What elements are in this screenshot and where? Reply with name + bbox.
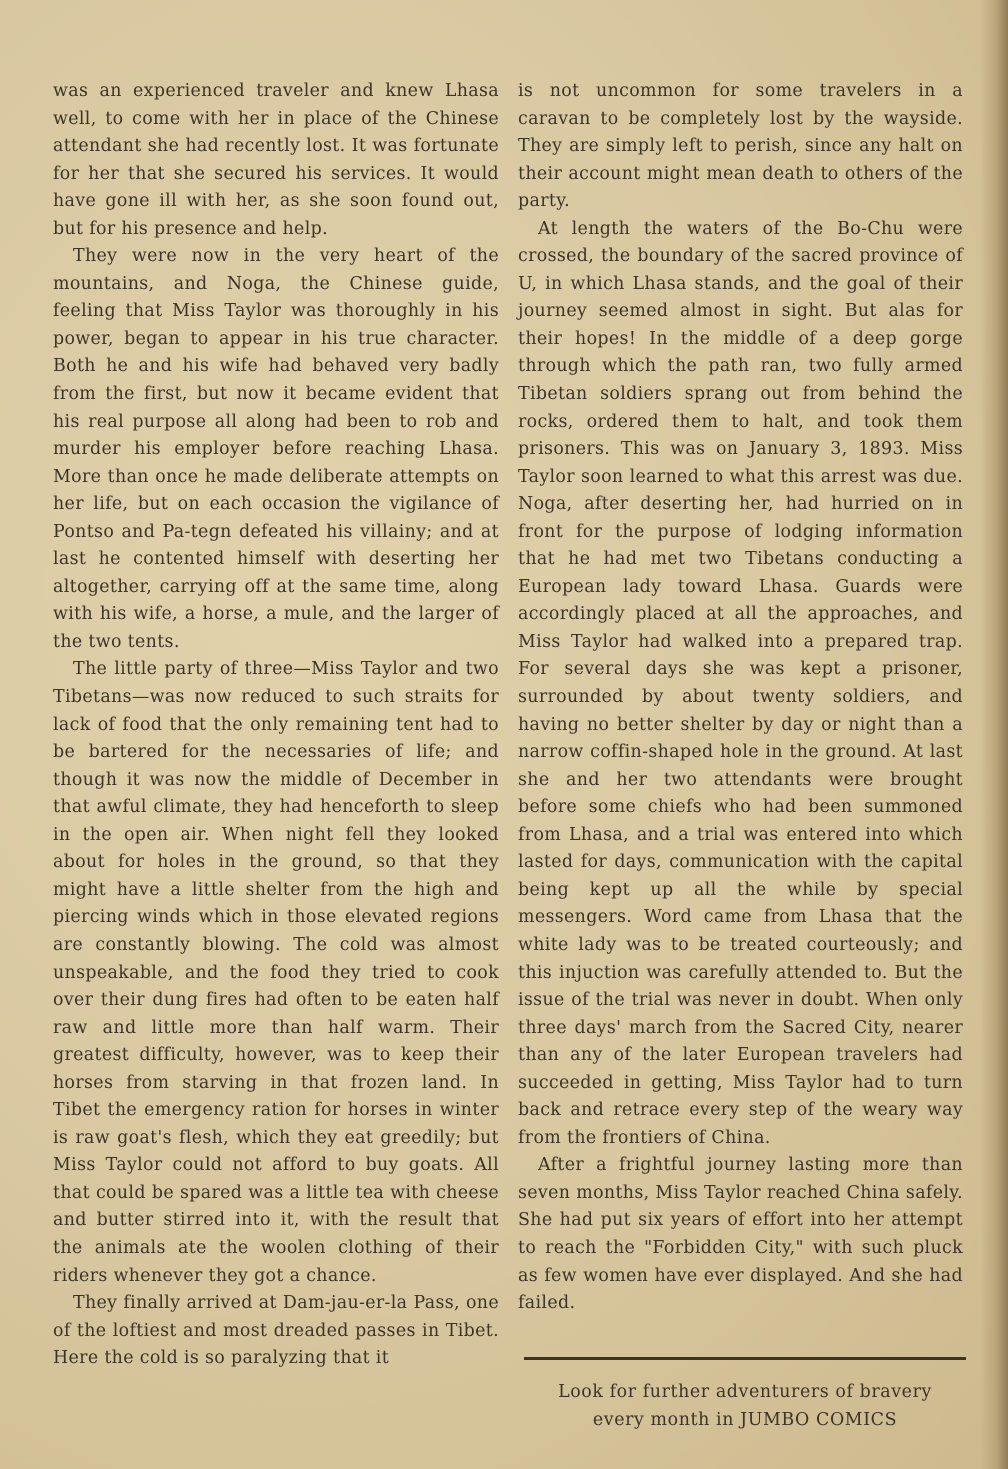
paragraph: At length the waters of the Bo-Chu were crossed, the boundary of the sacred province of U, in which Lhasa stands, and the goal of their journey seemed almost in sight. But alas for their hopes! In the middle of a deep gorge through which the path ran, two fully armed Tibetan soldiers sprang out from behind the rocks, ordered them to halt, and took them prisoners. This was on January 3, 1893. Miss Taylor soon learned to what this arrest was due. Noga, after deserting her, had hurried on in front for the purpose of lodging information that he had met two Tibetans conducting a European lady toward Lhasa. Guards were accordingly placed at all the approaches, and Miss Taylor had walked into a prepared trap. For several days she was kept a prisoner, surrounded by about twenty soldiers, and having no better shelter by day or night than a narrow coffin-shaped hole in the ground. At last she and her two attendants were brought before some chiefs who had been summoned from Lhasa, and a trial was entered into which lasted for days, communication with the capital being kept up all the while by special messengers. Word came from Lhasa that the white lady was to be treated courteously; and this injuction was carefully attended to. But the issue of the trial was never in doubt. When only three days' march from the Sacred City, nearer than any of the later European travelers had succeeded in getting, Miss Taylor had to turn back and retrace every step of the weary way from the frontiers of China. bbox=[518, 218, 963, 1148]
paragraph: They finally arrived at Dam-jau-er-la Pass, one of the loftiest and most dreaded passes in Tibet. Here the cold is so paralyzing that it bbox=[53, 1293, 499, 1369]
footer-line: Look for further adventurers of bravery bbox=[558, 1382, 932, 1402]
paragraph: They were now in the very heart of the mountains, and Noga, the Chinese guide, feeling that Miss Taylor was thoroughly in his power, began to appear in his true character. Both he and his wife had behaved very badly from the first, but now it became evident that his real purpose all along had been to rob and murder his employer before reaching Lhasa. More than once he made deliberate attempts on her life, but on each occasion the vigilance of Pontso and Pa-tegn defeated his villainy; and at last he contented himself with deserting her altogether, carrying off at the same time, along with his wife, a horse, a mule, and the larger of the two tents. bbox=[53, 246, 499, 652]
footer-line: every month in JUMBO COMICS bbox=[592, 1409, 898, 1430]
paragraph: is not uncommon for some travelers in a caravan to be completely lost by the wayside. They are simply left to perish, since any halt on their account might mean death to others of the party. bbox=[518, 81, 963, 212]
divider-rule bbox=[524, 1357, 966, 1360]
paragraph: The little party of three—Miss Taylor and two Tibetans—was now reduced to such straits for lack of food that the only remaining tent had to be bartered for the necessaries of life; and though it was now the middle of December in that awful climate, they had henceforth to sleep in the open air. When night fell they looked about for holes in the ground, so that they might have a little shelter from the high and piercing winds which in those elevated regions are constantly blowing. The cold was almost unspeakable, and the food they tried to cook over their dung fires had often to be eaten half raw and little more than half warm. Their greatest difficulty, however, was to keep their horses from starving in that frozen land. In Tibet the emergency ration for horses in winter is raw goat's flesh, which they eat greedily; but Miss Taylor could not afford to buy goats. All that could be spared was a little tea with cheese and butter stirred into it, with the result that the animals ate the woolen clothing of their riders whenever they got a chance. bbox=[53, 659, 499, 1286]
right-column bbox=[518, 78, 963, 1318]
paragraph: was an experienced traveler and knew Lhasa well, to come with her in place of the Chinese attendant she had recently lost. It was fortunate for her that she secured his services. It would have gone ill with her, as she soon found out, but for his presence and help. bbox=[53, 81, 499, 239]
paragraph: After a frightful journey lasting more than seven months, Miss Taylor reached China safely. She had put six years of effort into her attempt to reach the "Forbidden City," with such pluck as few women have ever displayed. And she had failed. bbox=[518, 1155, 963, 1314]
page-edge-shadow bbox=[980, 0, 1008, 1469]
left-column bbox=[53, 78, 499, 1373]
footer-note bbox=[524, 1379, 966, 1434]
